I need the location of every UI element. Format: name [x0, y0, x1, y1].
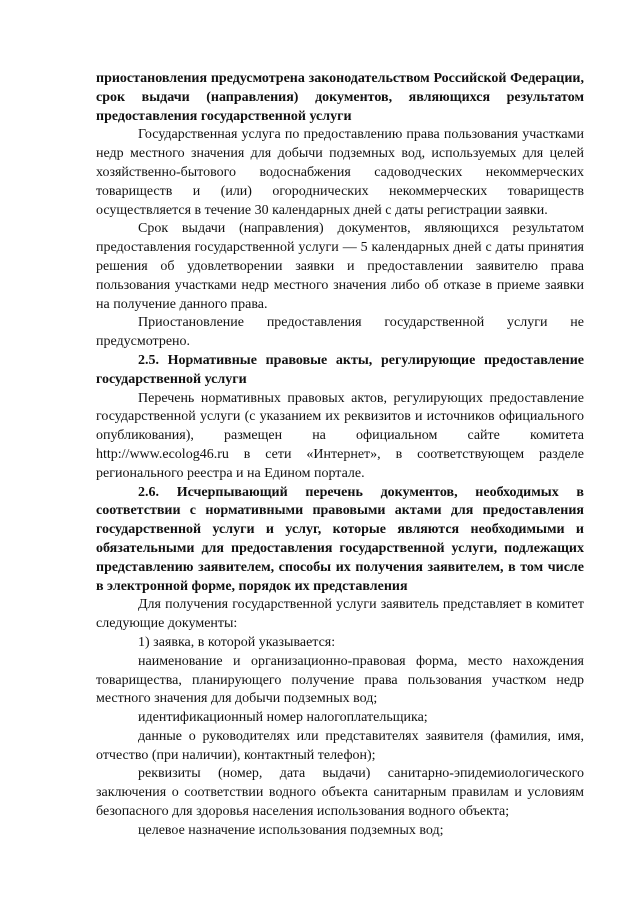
list-item-name-location: наименование и организационно-правовая форма, место нахождения товарищества, планирующего получение права пользования участком недр местного значения для добычи подземных вод;	[96, 653, 584, 707]
list-item-representatives: данные о руководителях или представителях заявителя (фамилия, имя, отчество (при наличии), контактный телефон);	[96, 728, 584, 763]
paragraph-service-period: Государственная услуга по предоставлению права пользования участками недр местного значения для добычи подземных вод, используемых для целей хозяйственно-бытового водоснабжения садоводческих некоммерческих товариществ и (или) огороднических некоммерческих товариществ осуществляется в течение 30 календарных дней с даты регистрации заявки.	[96, 127, 584, 218]
section-heading-2-6: 2.6. Исчерпывающий перечень документов, необходимых в соответствии с нормативными правовыми актами для предоставления государственной услуги и услуг, которые являются необходимыми и обязательными для предоставления государственной услуги, подлежащих представлению заявителем, способы их получения заявителем, в том числе в электронной форме, порядок их представления	[96, 484, 584, 594]
list-item-application: 1) заявка, в которой указывается:	[138, 634, 336, 650]
section-heading-2-4-continuation: приостановления предусмотрена законодательством Российской Федерации, срок выдачи (направления) документов, являющихся результатом предоставления государственной услуги	[96, 71, 584, 124]
paragraph-documents-intro: Для получения государственной услуги заявитель представляет в комитет следующие документы:	[96, 597, 584, 632]
section-heading-2-5: 2.5. Нормативные правовые акты, регулирующие предоставление государственной услуги	[96, 352, 584, 387]
list-item-inn: идентификационный номер налогоплательщика;	[138, 710, 428, 726]
list-item-sanitary-conclusion: реквизиты (номер, дата выдачи) санитарно-эпидемиологического заключения о соответствии водного объекта санитарным правилам и условиям безопасного для здоровья населения использования водного объекта;	[96, 766, 584, 820]
paragraph-legal-acts: Перечень нормативных правовых актов, регулирующих предоставление государственной услуги (с указанием их реквизитов и источников официального опубликования), размещен на официальном сайте комитета http://www.ecolog46.ru в сети «Интернет», в соответствующем разделе регионального реестра и на Едином портале.	[96, 390, 584, 481]
list-item-purpose: целевое назначение использования подземных вод;	[138, 822, 444, 838]
document-page	[96, 70, 584, 841]
paragraph-suspension: Приостановление предоставления государственной услуги не предусмотрено.	[96, 315, 584, 350]
paragraph-issue-term: Срок выдачи (направления) документов, являющихся результатом предоставления государственной услуги — 5 календарных дней с даты принятия решения об удовлетворении заявки и предоставлении заявителю права пользования участками недр местного значения либо об отказе в приеме заявки на получение данного права.	[96, 221, 584, 312]
